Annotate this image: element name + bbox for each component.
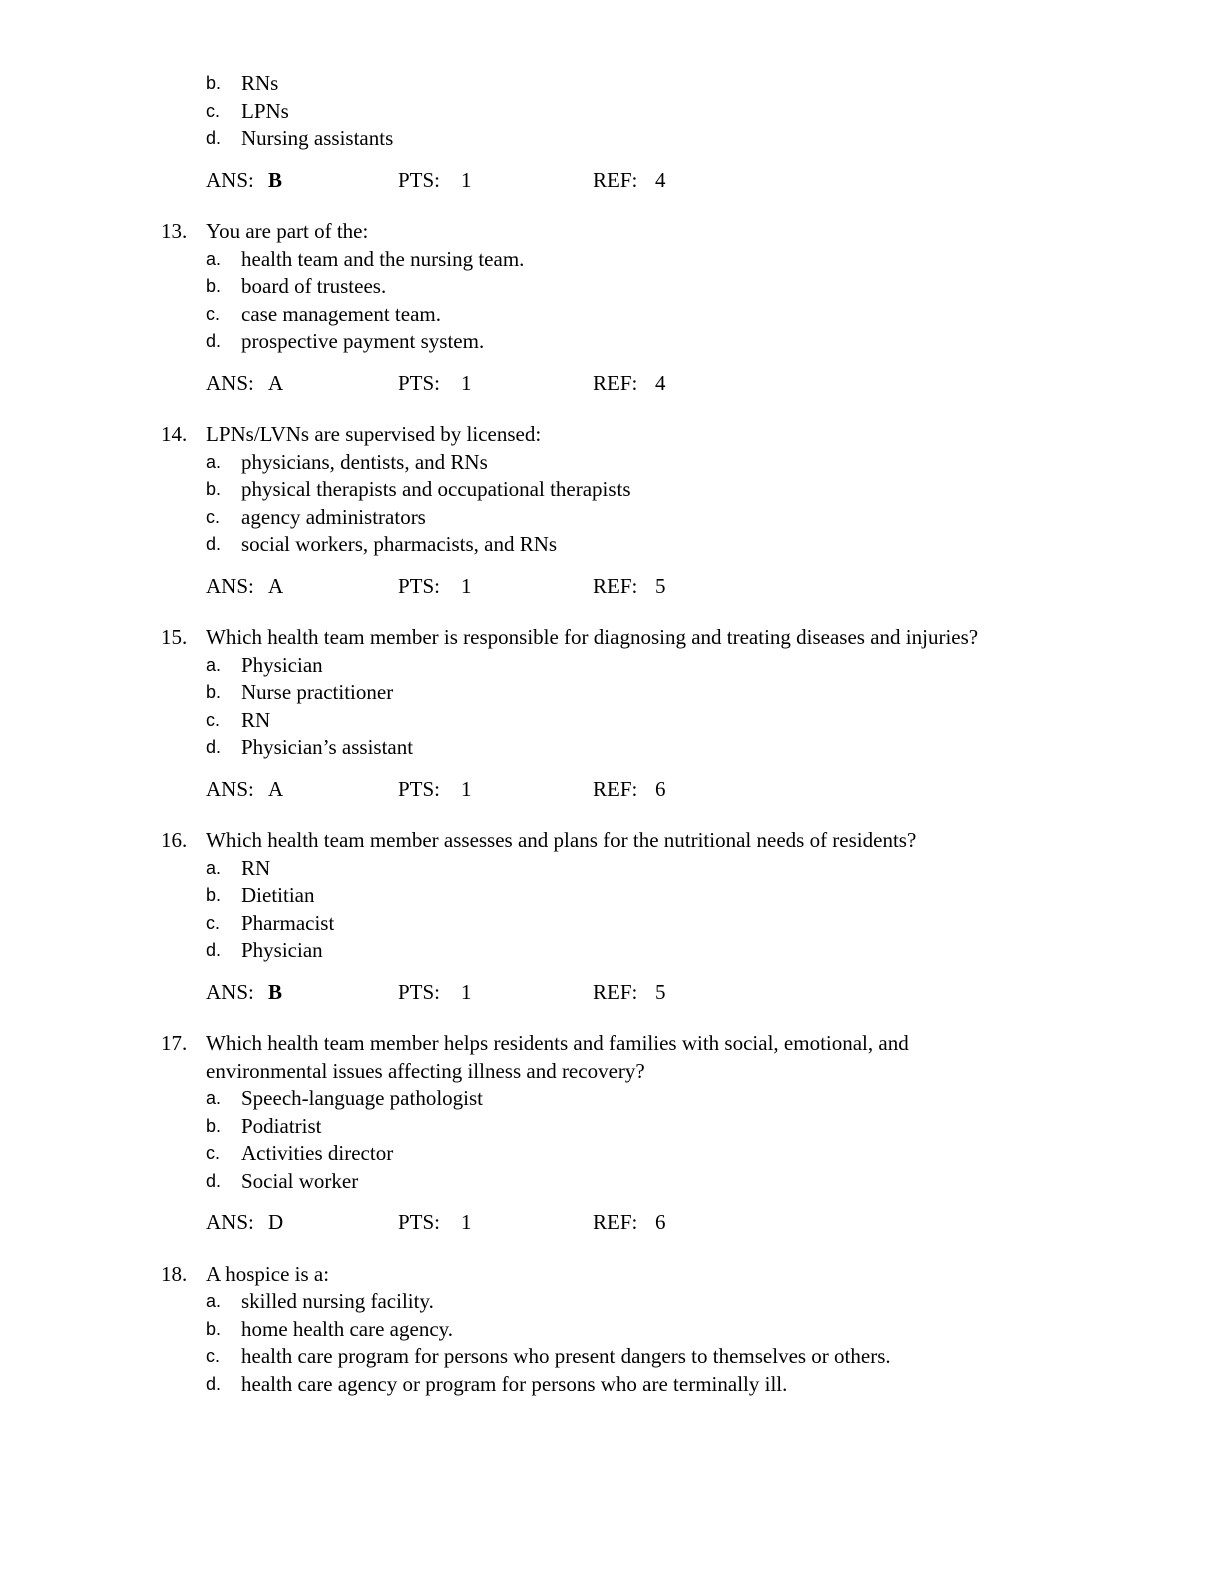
option-d xyxy=(0,531,1224,559)
question-17 xyxy=(0,1030,1224,1237)
option-text: agency administrators xyxy=(241,504,426,529)
option-letter: d. xyxy=(206,1373,222,1394)
option-a xyxy=(0,246,1224,274)
option-d xyxy=(0,328,1224,356)
option-letter: d. xyxy=(206,331,222,351)
option-letter: c. xyxy=(206,303,221,324)
option-text: RN xyxy=(241,855,271,880)
answer-line xyxy=(0,979,1224,1007)
ref-value: 5 xyxy=(655,573,666,598)
option-b xyxy=(0,679,1224,707)
ans-label: ANS: xyxy=(206,573,254,598)
question-14 xyxy=(0,421,1224,600)
ans-value: A xyxy=(268,776,284,801)
ref-value: 4 xyxy=(655,167,666,192)
option-a xyxy=(0,855,1224,883)
question-18 xyxy=(0,1261,1224,1399)
option-list xyxy=(0,246,1224,356)
question-stem xyxy=(0,218,1016,246)
question-text: Which health team member is responsible for diagnosing and treating diseases and injuries? xyxy=(206,625,979,649)
question-text: Which health team member helps residents and families with social, emotional, and environmental issues affecting illness and recovery? xyxy=(206,1031,909,1083)
option-b xyxy=(0,1113,1224,1141)
option-text: health team and the nursing team. xyxy=(241,246,525,271)
answer-line xyxy=(0,370,1224,398)
option-b xyxy=(0,882,1224,910)
option-c xyxy=(0,1140,1224,1168)
option-a xyxy=(0,449,1224,477)
option-text: skilled nursing facility. xyxy=(241,1289,434,1313)
ans-label: ANS: xyxy=(206,370,254,395)
pts-value: 1 xyxy=(461,573,472,598)
option-letter: b. xyxy=(206,276,222,296)
ref-value: 6 xyxy=(655,1210,666,1234)
option-a xyxy=(0,1288,1224,1316)
option-letter: c. xyxy=(206,1346,221,1366)
option-letter: d. xyxy=(206,1170,222,1191)
option-letter: b. xyxy=(206,479,222,499)
ref-label: REF: xyxy=(593,370,638,395)
question-number: 17. xyxy=(161,1031,188,1055)
option-text: board of trustees. xyxy=(241,274,387,298)
question-15 xyxy=(0,624,1224,803)
question-stem xyxy=(0,1261,1016,1289)
option-b xyxy=(0,476,1224,504)
question-stem xyxy=(0,1030,1016,1085)
option-c xyxy=(0,1343,1224,1371)
quiz-page xyxy=(0,70,1224,1422)
question-text: You are part of the: xyxy=(206,219,369,243)
option-text: Nursing assistants xyxy=(241,126,394,150)
option-text: Nurse practitioner xyxy=(241,680,394,704)
ref-label: REF: xyxy=(593,573,638,598)
option-text: Speech-language pathologist xyxy=(241,1086,484,1110)
question-number: 18. xyxy=(161,1261,188,1286)
option-letter: b. xyxy=(206,682,222,702)
option-text: Social worker xyxy=(241,1168,359,1193)
option-c xyxy=(0,98,1224,126)
pts-value: 1 xyxy=(461,979,472,1004)
option-b xyxy=(0,70,1224,98)
question-stem xyxy=(0,421,1016,449)
option-letter: a. xyxy=(206,1291,222,1311)
question-number: 16. xyxy=(161,828,188,852)
option-list xyxy=(0,652,1224,762)
pts-value: 1 xyxy=(461,370,472,395)
question-13 xyxy=(0,218,1224,397)
option-text: Dietitian xyxy=(241,883,315,907)
ref-label: REF: xyxy=(593,1210,638,1234)
answer-line xyxy=(0,776,1224,804)
pts-label: PTS: xyxy=(398,573,441,598)
ans-value: D xyxy=(268,1210,284,1234)
ans-value: A xyxy=(268,370,284,395)
option-letter: b. xyxy=(206,1115,222,1136)
answer-line xyxy=(0,573,1224,601)
option-list xyxy=(0,1288,1224,1398)
option-text: case management team. xyxy=(241,301,441,326)
option-c xyxy=(0,301,1224,329)
ans-label: ANS: xyxy=(206,167,254,192)
pts-value: 1 xyxy=(461,167,472,192)
pts-label: PTS: xyxy=(398,167,441,192)
option-letter: a. xyxy=(206,248,222,269)
question-number: 13. xyxy=(161,219,188,243)
option-a xyxy=(0,652,1224,680)
option-letter: c. xyxy=(206,912,221,933)
question-number: 14. xyxy=(161,422,188,446)
option-b xyxy=(0,273,1224,301)
option-letter: b. xyxy=(206,885,222,905)
option-text: RN xyxy=(241,707,271,732)
answer-line xyxy=(0,167,1224,195)
option-text: social workers, pharmacists, and RNs xyxy=(241,532,558,556)
option-letter: d. xyxy=(206,737,222,757)
option-letter: a. xyxy=(206,1088,222,1108)
option-letter: a. xyxy=(206,857,222,878)
option-d xyxy=(0,1371,1224,1399)
option-text: LPNs xyxy=(241,98,289,123)
ref-label: REF: xyxy=(593,776,638,801)
option-list xyxy=(0,70,1224,153)
option-text: Physician’s assistant xyxy=(241,735,414,759)
option-letter: c. xyxy=(206,1143,221,1163)
option-d xyxy=(0,937,1224,965)
option-d xyxy=(0,734,1224,762)
question-text: Which health team member assesses and plans for the nutritional needs of residents? xyxy=(206,828,917,852)
option-letter: c. xyxy=(206,100,221,121)
ans-value: A xyxy=(268,573,284,598)
ref-value: 5 xyxy=(655,979,666,1004)
option-text: prospective payment system. xyxy=(241,329,485,353)
question-number: 15. xyxy=(161,625,188,649)
option-d xyxy=(0,125,1224,153)
option-letter: d. xyxy=(206,940,222,960)
option-list xyxy=(0,449,1224,559)
option-letter: b. xyxy=(206,73,222,93)
ref-label: REF: xyxy=(593,979,638,1004)
option-c xyxy=(0,910,1224,938)
pts-label: PTS: xyxy=(398,370,441,395)
option-text: Activities director xyxy=(241,1141,394,1165)
option-letter: b. xyxy=(206,1318,222,1339)
question-stem xyxy=(0,624,1016,652)
option-text: home health care agency. xyxy=(241,1316,454,1341)
option-text: Pharmacist xyxy=(241,910,335,935)
option-text: RNs xyxy=(241,71,279,95)
pts-label: PTS: xyxy=(398,1210,441,1234)
option-text: physicians, dentists, and RNs xyxy=(241,449,488,474)
option-letter: a. xyxy=(206,451,222,472)
option-c xyxy=(0,707,1224,735)
ans-label: ANS: xyxy=(206,979,254,1004)
option-c xyxy=(0,504,1224,532)
option-text: health care agency or program for persons who are terminally ill. xyxy=(241,1371,788,1396)
option-list xyxy=(0,855,1224,965)
ans-value: B xyxy=(268,167,283,192)
question-text: A hospice is a: xyxy=(206,1261,330,1286)
question-stem xyxy=(0,827,1016,855)
option-text: Physician xyxy=(241,652,323,677)
pts-value: 1 xyxy=(461,776,472,801)
ans-label: ANS: xyxy=(206,776,254,801)
ans-label: ANS: xyxy=(206,1210,254,1234)
pts-label: PTS: xyxy=(398,979,441,1004)
ref-label: REF: xyxy=(593,167,638,192)
option-text: Physician xyxy=(241,938,323,962)
option-text: physical therapists and occupational therapists xyxy=(241,477,631,501)
option-letter: a. xyxy=(206,654,222,675)
option-text: health care program for persons who present dangers to themselves or others. xyxy=(241,1344,891,1368)
ref-value: 6 xyxy=(655,776,666,801)
question-12-continued xyxy=(0,70,1224,194)
question-16 xyxy=(0,827,1224,1006)
pts-label: PTS: xyxy=(398,776,441,801)
option-text: Podiatrist xyxy=(241,1113,322,1138)
answer-line xyxy=(0,1209,1224,1237)
option-b xyxy=(0,1316,1224,1344)
ans-value: B xyxy=(268,979,283,1004)
ref-value: 4 xyxy=(655,370,666,395)
option-letter: c. xyxy=(206,709,221,730)
option-letter: c. xyxy=(206,506,221,527)
option-letter: d. xyxy=(206,128,222,148)
option-letter: d. xyxy=(206,534,222,554)
option-list xyxy=(0,1085,1224,1195)
question-text: LPNs/LVNs are supervised by licensed: xyxy=(206,422,542,446)
option-d xyxy=(0,1168,1224,1196)
pts-value: 1 xyxy=(461,1210,472,1234)
option-a xyxy=(0,1085,1224,1113)
